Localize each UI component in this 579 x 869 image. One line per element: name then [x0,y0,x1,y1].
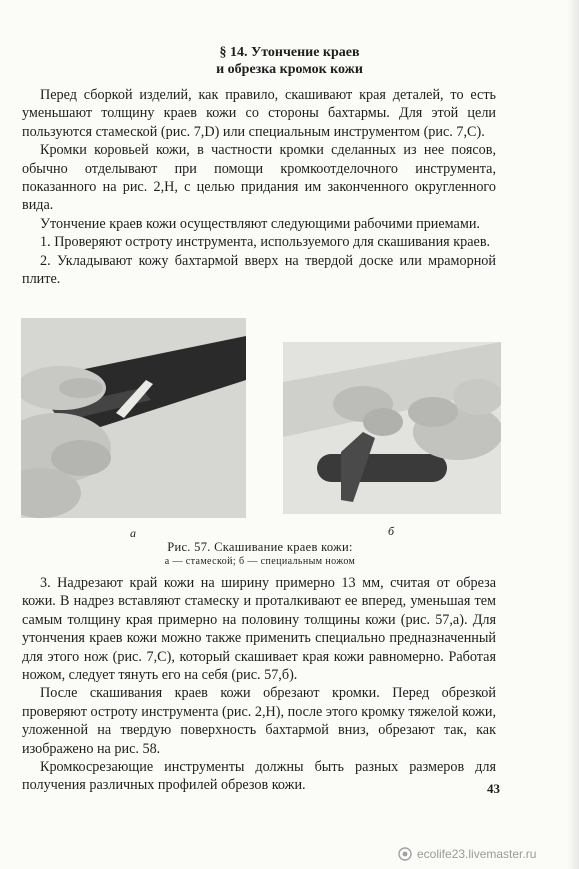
body-text-bottom [22,574,496,795]
paragraph: 2. Укладывают кожу бахтармой вверх на твердой доске или мраморной плите. [22,252,496,288]
page-number: 43 [487,781,500,796]
watermark [398,846,536,862]
section-heading-line1: § 14. Утончение краев [219,45,360,60]
livemaster-logo-icon [398,847,412,861]
page-edge-shadow [567,0,579,869]
body-text-top [22,86,496,288]
figure-a-label: а [130,526,136,540]
paragraph: Перед сборкой изделий, как правило, скашивают края деталей, то есть уменьшают толщину краев кожи со стороны бахтармы. Для этой цели пользуются стамеской (рис. 7,D) или специальным инструментом (рис. 7,C). [22,87,496,140]
paragraph: Утончение краев кожи осуществляют следующими рабочими приемами. [40,215,480,232]
paragraph: 1. Проверяют остроту инструмента, используемого для скашивания краев. [40,234,491,251]
figure-caption: Рис. 57. Скашивание краев кожи: [167,540,353,554]
paragraph: Кромкосрезающие инструменты должны быть разных размеров для получения различных профилей обрезов кожи. [22,759,496,794]
watermark-text: ecolife23.livemaster.ru [417,847,537,861]
section-heading [0,44,579,78]
figure-a-photo [21,318,246,518]
figure-caption-sub: а — стамеской; б — специальным ножом [164,556,356,567]
paragraph: 3. Надрезают край кожи на ширину примерно 13 мм, считая от обреза кожи. В надрез вставляют стамеску и проталкивают ее вперед, уменьшая тем самым толщину края примерно на половину толщины кожи (рис. 57,а). Для утончения краев кожи можно также применить специально предназначенный для этого нож (рис. 7,C), который скашивает края кожи равномерно. Работая ножом, следует тянуть его на себя (рис. 57,б). [22,575,496,684]
paragraph: После скашивания краев кожи обрезают кромки. Перед обрезкой проверяют остроту инструмента (рис. 2,H), после этого кромку тяжелой кожи, уложенной на твердую поверхность бахтармой вниз, обрезают так, как изображено на рис. 58. [22,685,496,757]
figure-b-label: б [388,524,395,538]
paragraph: Кромки коровьей кожи, в частности кромки сделанных из нее поясов, обычно отделывают при помощи кромкоотделочного инструмента, показанного на рис. 2,H, с целью придания им законченного округленного вида. [22,142,496,214]
figure-b-photo [283,342,501,514]
section-heading-line2: и обрезка кромок кожи [216,62,363,77]
